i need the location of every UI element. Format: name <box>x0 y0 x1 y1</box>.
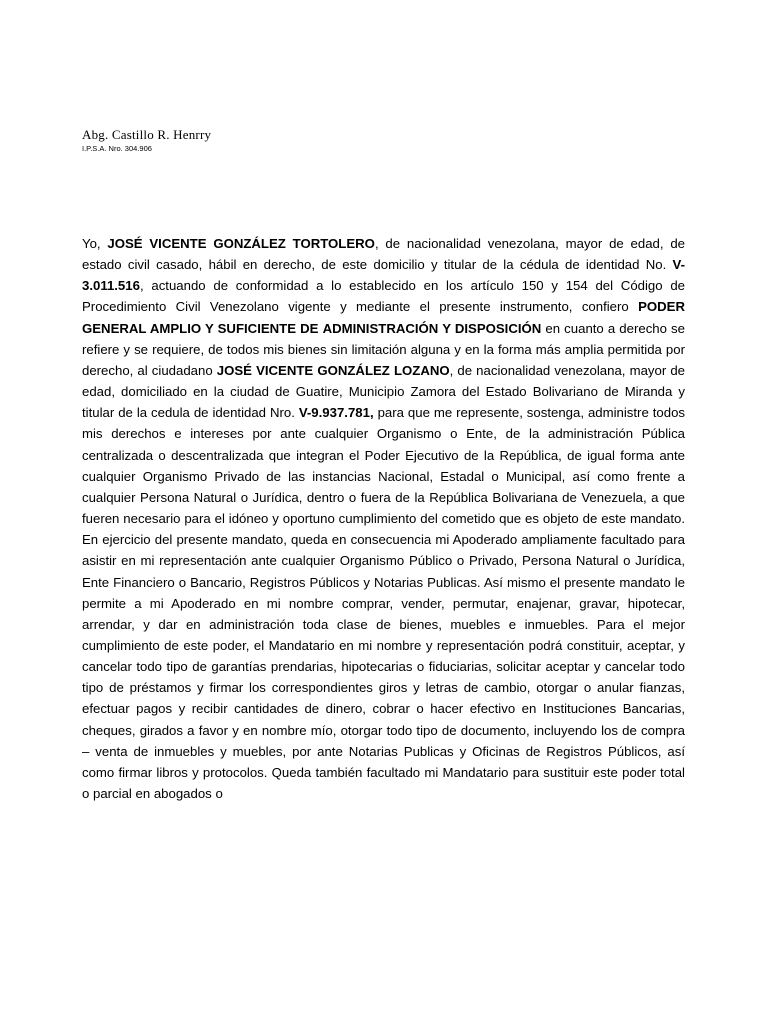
text-segment: , de nacionalidad venezolana, mayor de edad, de estado civil casado, hábil en derecho, de este domicilio y titular de la cédula de identidad No. <box>82 236 686 273</box>
power-type-line-2: ADMINISTRACIÓN Y DISPOSICIÓN <box>322 320 542 336</box>
power-type-line-1: PODER GENERAL AMPLIO Y SUFICIENTE DE <box>82 299 685 336</box>
text-segment: para que me represente, sostenga, administre todos mis derechos e intereses por ante cualquier Organismo o Ente, de la administración Pública centralizada o descentralizada que integran el Poder Ejecutivo de la República, de igual forma ante cualquier Organismo Privado de las instancias Nacional, Estadal o Municipal, así como frente a cualquier Persona Natural o Jurídica, dentro o fuera de la República Bolivariana de Venezuela, a que fueren necesario para el idóneo y oportuno cumplimiento del cometido que es objeto de este mandato. En ejercicio del presente mandato, queda en consecuencia mi Apoderado ampliamente facultado para asistir en mi representación ante cualquier Organismo Público o Privado, Persona Natural o Jurídica, Ente Financiero o Bancario, Registros Públicos y Notarias Publicas. Así mismo el presente mandato le permite a mi Apoderado en mi nombre comprar, vender, permutar, enajenar, gravar, hipotecar, arrendar, y dar en administración toda clase de bienes, muebles e inmuebles. Para el mejor cumplimiento de este poder, el Mandatario en mi nombre y representación podrá constituir, aceptar, y cancelar todo tipo de garantías prendarias, hipotecarias o fiduciarias, solicitar aceptar y cancelar todo tipo de préstamos y firmar los correspondientes giros y letras de cambio, otorgar o anular fianzas, efectuar pagos y recibir cantidades de dinero, cobrar o hacer efectivo en Instituciones Bancarias, cheques, girados a favor y en nombre mío, otorgar todo tipo de documento, incluyendo los de compra – venta de inmuebles y muebles, por ante Notarias Publicas y Oficinas de Registros Públicos, así como firmar libros y protocolos. Queda también facultado mi Mandatario para sustituir este poder total o parcial en abogados o <box>82 405 685 802</box>
agent-name: JOSÉ VICENTE GONZÁLEZ LOZANO <box>216 362 450 378</box>
power-of-attorney-body <box>82 233 685 804</box>
grantor-name: JOSÉ VICENTE GONZÁLEZ TORTOLERO <box>107 236 375 251</box>
text-segment: , actuando de conformidad a lo establecido en los artículo 150 y 154 del Código de Procedimiento Civil Venezolano vigente y mediante el presente instrumento, confiero <box>82 278 685 315</box>
letterhead <box>82 127 211 153</box>
attorney-ipsa-number: I.P.S.A. Nro. 304.906 <box>82 144 152 153</box>
text-segment: , de nacionalidad venezolana, mayor de edad, domiciliado en la ciudad de Guatire, Municipio Zamora del Estado Bolivariano de Miranda y titular de la cedula de identidad Nro. <box>82 362 685 421</box>
agent-id: V-9.937.781, <box>298 405 374 421</box>
grantor-id: V-3.011.516 <box>82 257 685 294</box>
text-segment: Yo, <box>82 236 108 251</box>
attorney-name: Abg. Castillo R. Henrry <box>82 127 212 142</box>
text-segment: en cuanto a derecho se refiere y se requiere, de todos mis bienes sin limitación alguna y en la forma más amplia permitida por derecho, al ciudadano <box>82 320 685 378</box>
